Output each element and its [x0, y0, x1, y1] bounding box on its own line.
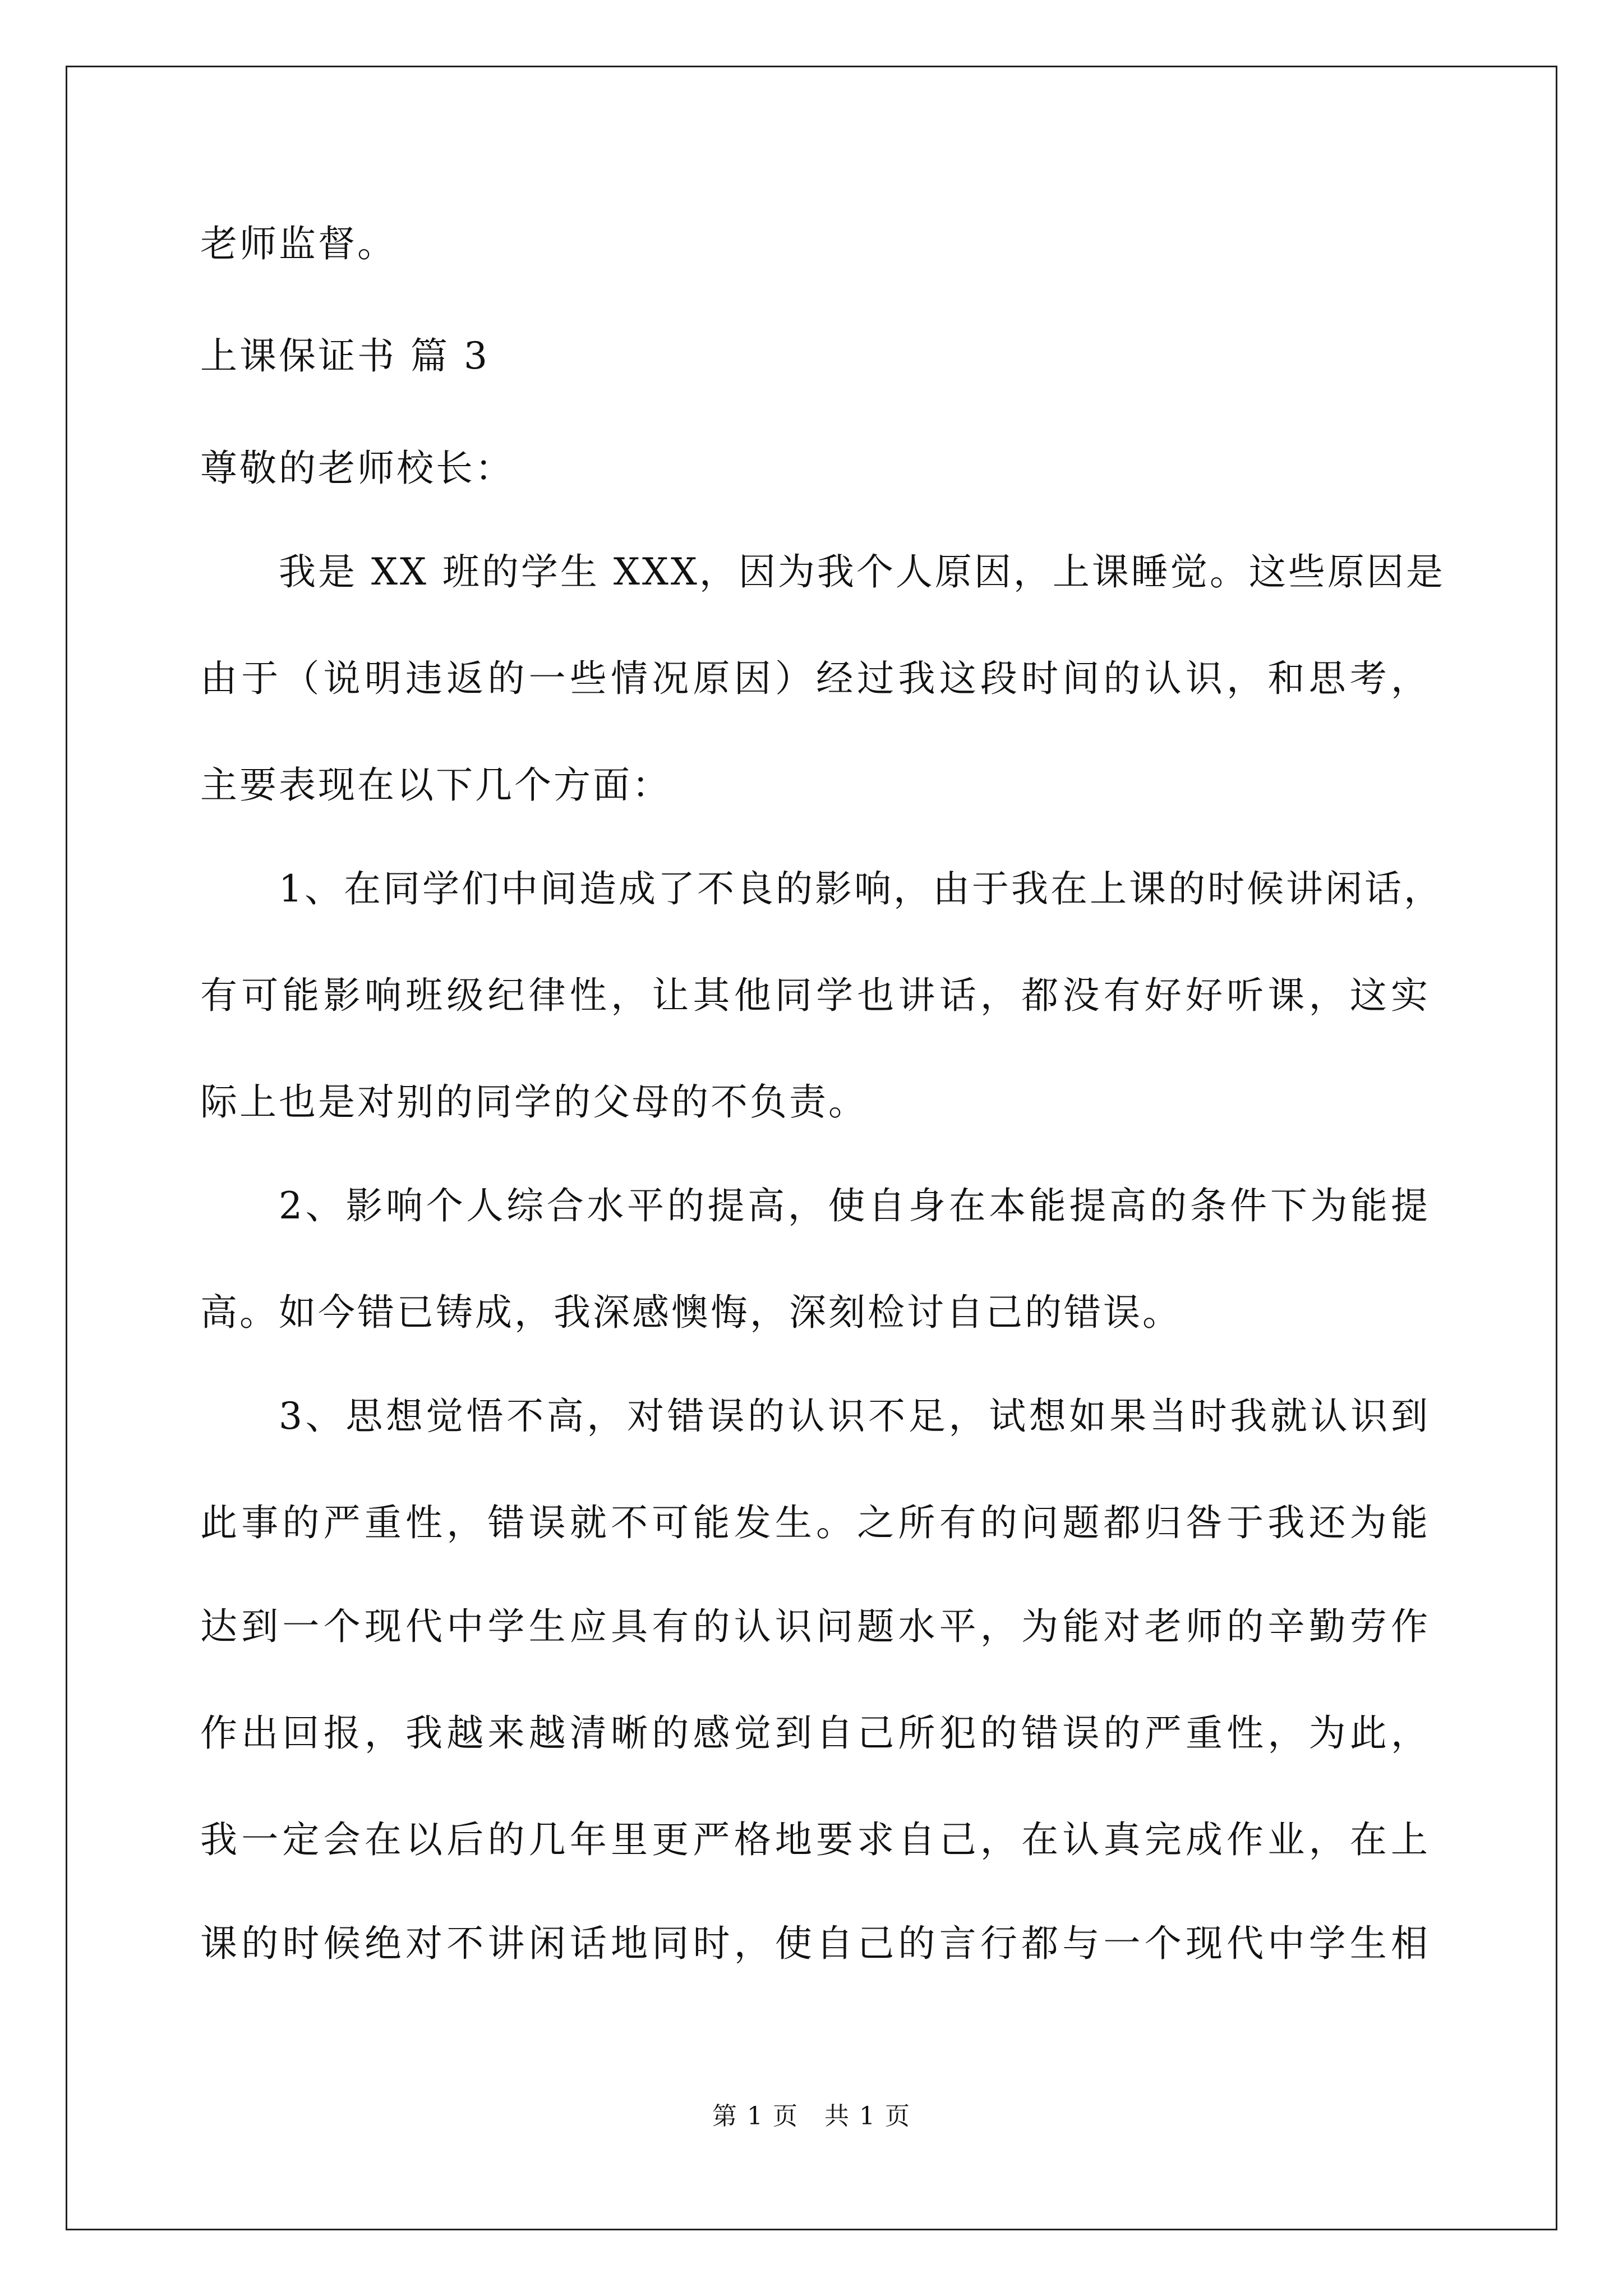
page-border	[66, 66, 1557, 2230]
text-line-11: 高。如今错已铸成，我深感懊悔，深刻检讨自己的错误。	[200, 1291, 1182, 1334]
text-line-7: 1、在同学们中间造成了不良的影响，由于我在上课的时候讲闲话，	[279, 867, 1443, 910]
text-line-8: 有可能影响班级纪律性，让其他同学也讲话，都没有好好听课，这实	[200, 974, 1430, 1017]
text-line-4: 我是 XX 班的学生 XXX，因为我个人原因，上课睡觉。这些原因是	[279, 550, 1445, 593]
salutation: 尊敬的老师校长：	[200, 447, 514, 490]
text-line-13: 此事的严重性，错误就不可能发生。之所有的问题都归咎于我还为能	[200, 1501, 1430, 1544]
text-line-6: 主要表现在以下几个方面：	[200, 763, 671, 807]
text-line-10: 2、影响个人综合水平的提高，使自身在本能提高的条件下为能提	[279, 1184, 1430, 1227]
page-number: 第 1 页 共 1 页	[712, 2102, 911, 2131]
text-line-12: 3、思想觉悟不高，对错误的认识不足，试想如果当时我就认识到	[279, 1395, 1430, 1438]
text-line-17: 课的时候绝对不讲闲话地同时，使自己的言行都与一个现代中学生相	[200, 1922, 1430, 1965]
text-line-9: 际上也是对别的同学的父母的不负责。	[200, 1080, 868, 1124]
text-line-5: 由于（说明违返的一些情况原因）经过我这段时间的认识，和思考，	[200, 657, 1430, 700]
text-line-14: 达到一个现代中学生应具有的认识问题水平，为能对老师的辛勤劳作	[200, 1605, 1430, 1648]
section-heading: 上课保证书 篇 3	[200, 334, 490, 378]
text-line-1: 老师监督。	[200, 222, 396, 265]
text-line-16: 我一定会在以后的几年里更严格地要求自己，在认真完成作业，在上	[200, 1818, 1430, 1861]
text-line-15: 作出回报，我越来越清晰的感觉到自己所犯的错误的严重性，为此，	[200, 1711, 1430, 1755]
